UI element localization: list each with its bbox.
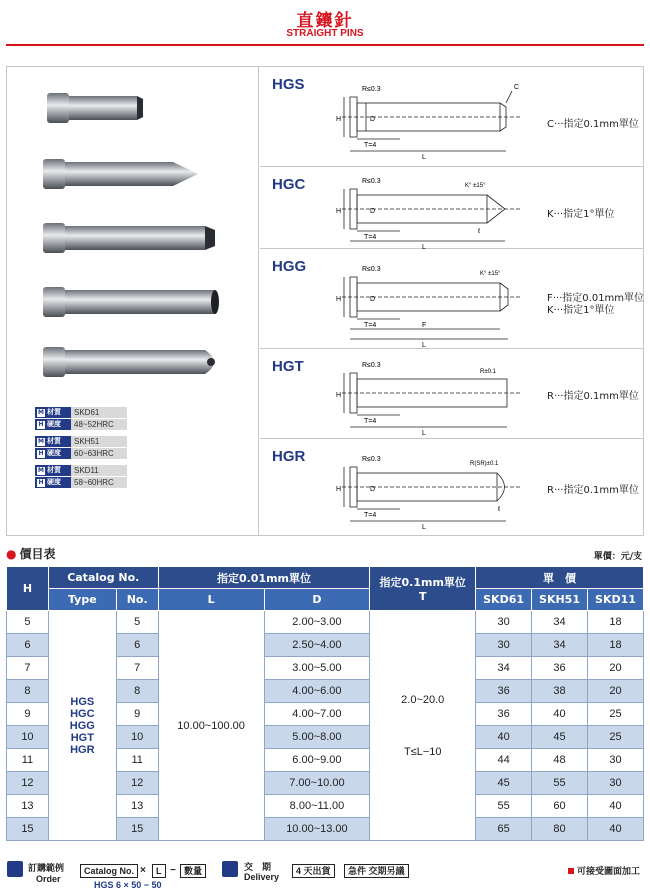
table-row: 9 9 4.00~7.00 36 40 25 — [7, 703, 644, 726]
technical-drawing-hgr — [330, 445, 540, 535]
drawing-panel-hgc — [260, 167, 644, 249]
pin-photo-hgr — [43, 345, 223, 379]
days-box: 4 天出貨 — [292, 864, 335, 878]
catalog-box: Catalog No. — [80, 864, 138, 878]
col-spec01: 指定0.1mm單位 T — [370, 567, 476, 611]
col-skh51: SKH51 — [532, 589, 588, 611]
table-row: 8 8 4.00~6.00 36 38 20 — [7, 680, 644, 703]
drawing-panel-hgs — [260, 67, 644, 167]
table-row: 13 13 8.00~11.00 55 60 40 — [7, 795, 644, 818]
panel-note-2: K‧‧‧指定1°單位 — [547, 305, 615, 316]
material-item: M 材質 SKD61 H 硬度 48~52HRC — [35, 407, 127, 430]
dim-l: L — [422, 430, 426, 437]
hardness-value: 48~52HRC — [71, 419, 127, 430]
panel-code: HGS — [272, 76, 305, 93]
dim-l: L — [422, 342, 426, 349]
table-row: 11 11 6.00~9.00 44 48 30 — [7, 749, 644, 772]
dim-h: H — [336, 208, 342, 215]
col-catalog: Catalog No. — [48, 567, 158, 589]
rush-box: 急件 交期另議 — [344, 864, 409, 878]
technical-drawing-hgc — [330, 173, 540, 249]
dash-sign: − — [170, 865, 176, 876]
col-no: No. — [116, 589, 158, 611]
page-subtitle: STRAIGHT PINS — [286, 28, 364, 39]
table-row: 6 6 2.50~4.00 30 34 18 — [7, 634, 644, 657]
end-label: K° ±15° — [480, 271, 501, 277]
order-title: 訂購範例 — [28, 864, 65, 874]
end-label: R±0.1 — [480, 369, 496, 375]
end-label: R(SR)±0.1 — [470, 461, 499, 467]
title-divider — [6, 44, 644, 46]
material-value: SKH51 — [71, 436, 127, 447]
table-row: 7 7 3.00~5.00 34 36 20 — [7, 657, 644, 680]
dim-d: D — [370, 486, 376, 493]
dim-t: T=4 — [364, 142, 377, 149]
dim-r: R≤0.3 — [362, 86, 381, 93]
l-range: 10.00~100.00 — [158, 611, 264, 841]
dim-r: R≤0.3 — [362, 362, 381, 369]
col-skd61: SKD61 — [476, 589, 532, 611]
dim-l: L — [422, 244, 426, 249]
drawing-panel-hgt — [260, 349, 644, 439]
panel-note: R‧‧‧指定0.1mm單位 — [547, 485, 639, 496]
table-row: 5 HGS HGC HGG HGT HGR 5 10.00~100.00 2.00~3.00 2.0~20.0 T≤L−10 30 34 18 — [7, 611, 644, 634]
col-skd11: SKD11 — [587, 589, 643, 611]
machining-note: 可接受圖面加工 — [568, 864, 640, 877]
dim-ell: ℓ — [478, 228, 481, 235]
col-spec001: 指定0.01mm單位 — [158, 567, 370, 589]
col-price: 單 價 — [476, 567, 644, 589]
order-example: HGS 6 × 50 − 50 — [94, 880, 162, 890]
material-value: SKD61 — [71, 407, 127, 418]
material-value: SKD11 — [71, 465, 127, 476]
panel-note: K‧‧‧指定1°單位 — [547, 209, 615, 220]
col-l: L — [158, 589, 264, 611]
dim-t: T=4 — [364, 418, 377, 425]
dim-t: T=4 — [364, 234, 377, 241]
material-list — [35, 407, 127, 489]
technical-drawing-hgs — [330, 73, 540, 165]
dim-l: L — [422, 154, 426, 161]
dim-h: H — [336, 486, 342, 493]
dim-d: D — [370, 116, 376, 123]
panel-note: F‧‧‧指定0.01mm單位 — [547, 293, 645, 304]
end-label: C — [514, 84, 520, 91]
technical-drawing-hgg — [330, 255, 540, 349]
pin-photo-hgt — [43, 285, 223, 319]
panel-code: HGG — [272, 258, 307, 275]
price-unit: 單價：元/支 — [593, 552, 642, 562]
drawing-panel-hgg — [260, 249, 644, 349]
table-row: 15 15 10.00~13.00 65 80 40 — [7, 818, 644, 841]
dim-ell: ℓ — [498, 506, 501, 513]
material-item: M 材質 SKH51 H 硬度 60~63HRC — [35, 436, 127, 459]
dim-d: D — [370, 208, 376, 215]
times-sign: × — [140, 865, 146, 876]
page-title: 直鑲針 — [296, 11, 354, 31]
table-row: 12 12 7.00~10.00 45 55 30 — [7, 772, 644, 795]
dim-t: T=4 — [364, 512, 377, 519]
t-range: 2.0~20.0 T≤L−10 — [370, 611, 476, 841]
dim-h: H — [336, 392, 342, 399]
drawing-panel-hgr — [260, 439, 644, 535]
pin-photo-hgg — [43, 221, 223, 255]
pin-photo-hgc — [43, 157, 203, 191]
qty-box: 數量 — [180, 864, 206, 878]
hardness-value: 60~63HRC — [71, 448, 127, 459]
bullet-icon: ● — [6, 547, 17, 561]
dim-d: D — [370, 296, 376, 303]
dim-l: L — [422, 524, 426, 531]
l-box: L — [152, 864, 166, 878]
table-row: 10 10 5.00~8.00 40 45 25 — [7, 726, 644, 749]
delivery-title-en: Delivery — [244, 872, 280, 882]
photo-panel — [7, 67, 259, 535]
panel-code: HGT — [272, 358, 304, 375]
col-d: D — [264, 589, 370, 611]
end-label: K° ±15° — [465, 183, 486, 189]
dim-r: R≤0.3 — [362, 178, 381, 185]
type-list: HGS HGC HGG HGT HGR — [48, 611, 116, 841]
technical-drawing-hgt — [330, 355, 540, 439]
panel-note: R‧‧‧指定0.1mm單位 — [547, 391, 639, 402]
hardness-value: 58~60HRC — [71, 477, 127, 488]
price-table — [6, 566, 644, 841]
section-title: ● 價目表 — [6, 547, 56, 561]
dim-t: T=4 — [364, 322, 377, 329]
dim-r: R≤0.3 — [362, 456, 381, 463]
dim-h: H — [336, 116, 342, 123]
col-h: H — [7, 567, 49, 611]
truck-icon — [222, 861, 238, 877]
drawing-box — [6, 66, 644, 536]
dim-h: H — [336, 296, 342, 303]
panel-code: HGR — [272, 448, 306, 465]
square-icon — [568, 868, 574, 874]
material-item: M 材質 SKD11 H 硬度 58~60HRC — [35, 465, 127, 488]
dim-f: F — [422, 322, 427, 329]
panel-code: HGC — [272, 176, 306, 193]
phone-icon — [7, 861, 23, 877]
pin-photo-hgs — [47, 91, 157, 125]
order-title-en: Order — [36, 874, 61, 884]
col-type: Type — [48, 589, 116, 611]
order-footer — [0, 858, 650, 895]
panel-note: C‧‧‧指定0.1mm單位 — [547, 119, 639, 130]
delivery-title: 交期 — [244, 863, 281, 873]
dim-r: R≤0.3 — [362, 266, 381, 273]
